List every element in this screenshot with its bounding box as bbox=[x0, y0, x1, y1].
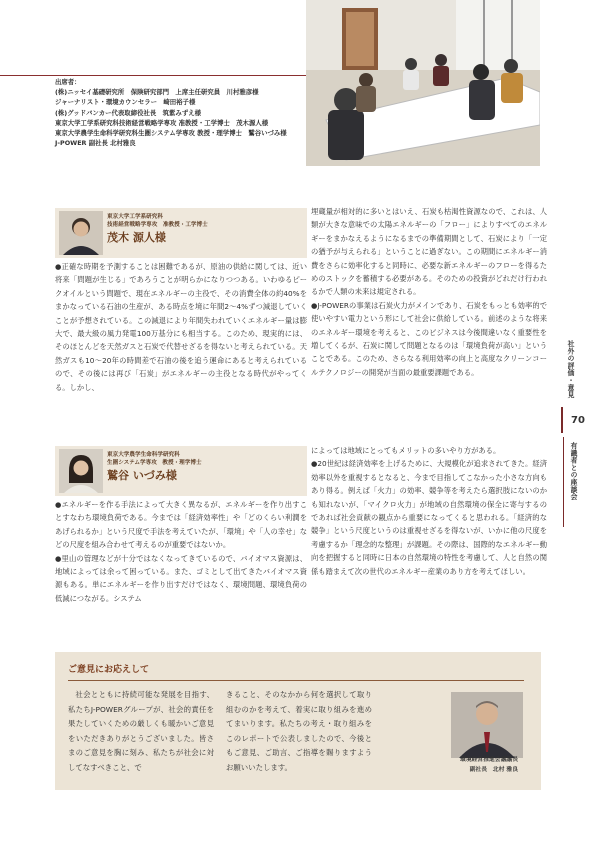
attendee-line: (株)グッドバンカー代表取締役社長 筑紫みずえ様 bbox=[55, 108, 201, 117]
paragraph: ●エネルギーを作る手法によって大きく異なるが、エネルギーを作り出すことすなわち環境負荷である。今までは「経済効率性」や「どのくらい利潤をあげられるか」という尺度で手法を考えていたが、「環境」や「人の幸せ」などの尺度を組み合わせて考えるのが重要ではないか。 bbox=[55, 500, 307, 550]
top-rule bbox=[0, 75, 306, 76]
profile-name: 鷲谷 いづみ様 bbox=[107, 469, 177, 483]
attendee-line: 東京大学農学生命科学研究科生圏システム学専攻 教授・理学博士 鷲谷いづみ様 bbox=[55, 129, 287, 138]
subsection-label: 有識者との座談会 bbox=[569, 442, 577, 501]
opinion-rule bbox=[68, 680, 524, 681]
person-icon bbox=[59, 449, 103, 493]
paragraph: ●正確な時期を予測することは困難であるが、原油の供給に関しては、近い将来「問題が生じる」であろうことが明らかになりつつある。いわゆるピークオイルという問題で、現在エネルギーの主役で、その消費全体の約40%をまかなっている石油の生産が、ある時点を境に年間2～4%ずつ減退していくことが予想されている。この減退により年間失われていくエネルギー量は膨大で、最大級の風力発電100万基分にも相当する。このため、現実的には、そのほとんどを天然ガスと石炭で代替せざるを得ないと考えられている。天然ガスも10～20年の時間差で石油の後を追う運命にあると考えられているので、その後には再び「石炭」がエネルギーの主役となる時代がやってくる。しかし、 bbox=[55, 262, 307, 392]
body-column-left-1 bbox=[55, 260, 307, 394]
profile-name: 茂木 源人様 bbox=[107, 231, 166, 245]
signature-title: 環境経営推進会議議長 bbox=[460, 757, 518, 763]
paragraph: ●20世紀は経済効率を上げるために、大規模化が追求されてきた。経済効率以外を重視するとなると、今まで目指してこなかった小さな方向もあり得る。例えば「火力」の効率、競争等を考えたら選択肢にないのかも知れないが、「マイクロ火力」が地域の自然環境の保全に寄与するのであれば社会貢献の観点から重要になってくると思われる。「経済的な競争」という尺度というのは重視せざるを得ないが、いかに他の尺度を考慮するか「理念的な整理」が課題。その際は、国際的なエネルギー動向を把握すると同時に日本の自然環境の特性を考慮して、人と自然の関係も踏まえて次の世代のエネルギー産業のあり方を考えてほしい。 bbox=[311, 459, 547, 576]
body-column-right-1 bbox=[311, 205, 547, 379]
signature-name: 副社長 北村 雅良 bbox=[469, 767, 518, 773]
signature-block bbox=[384, 755, 518, 775]
paragraph: ●J-POWERの事業は石炭火力がメインであり、石炭をもっとも効率的で使いやすい電力という形にして社会に供給している。前述のような将来のエネルギー環境を考えると、このビジネスは今後間違いなく重要性を増してくるが、石炭に関して問題となるのは「環境負荷が高い」ということである。このため、さらなる利用効率の向上と高度なクリーンコールテクノロジーの開発が当面の最重要課題である。 bbox=[311, 300, 547, 377]
paragraph: によっては地域にとってもメリットの多いやり方がある。 bbox=[311, 446, 501, 455]
side-rule bbox=[563, 437, 564, 527]
person-icon bbox=[59, 211, 103, 255]
profile-org: 東京大学農学生命科学研究科 bbox=[107, 452, 180, 458]
executive-photo bbox=[451, 692, 523, 758]
profile-org: 生圏システム学専攻 教授・理学博士 bbox=[107, 459, 202, 466]
opinion-text-col2: きること、そのなかから何を選択して取り組むのかを考えて、着実に取り組みを進めてまいります。私たちの考え・取り組みをこのレポートで公表しましたので、今後ともご意見、ご助言、ご指導を賜りますようお願いいたします。 bbox=[226, 690, 372, 772]
page-number: 70 bbox=[561, 407, 593, 433]
meeting-photo bbox=[306, 0, 540, 166]
profile-header-washitani bbox=[55, 446, 307, 496]
paragraph: ●里山の管理などが十分ではなくなってきているので、バイオマス資源は、地域によっては余って困っている。また、ゴミとして出てきたバイオマス資源もある。単にエネルギーを作り出すだけではなく、環境問題、環境負荷の低減につながる。システム bbox=[55, 553, 307, 603]
body-column-right-2 bbox=[311, 444, 547, 578]
profile-org: 東京大学工学系研究科 bbox=[107, 214, 163, 220]
section-label: 社外の評価・意見 bbox=[566, 340, 574, 399]
portrait-washitani bbox=[59, 449, 103, 493]
attendee-line: 東京大学工学系研究科技術経営戦略学専攻 准教授・工学博士 茂木源人様 bbox=[55, 118, 269, 127]
body-column-left-2 bbox=[55, 498, 307, 605]
meeting-photo-illustration bbox=[306, 0, 540, 166]
opinion-text-col1: 社会とともに持続可能な発展を目指す、私たちJ-POWERグループが、社会的責任を果たしていくための厳しくも暖かいご意見をいただきありがとうございました。皆さまのご意見を胸に刻み、私たちが社会に対してなすべきこと、で bbox=[68, 690, 214, 772]
attendee-line: ジャーナリスト・環境カウンセラー 崎田裕子様 bbox=[55, 98, 196, 107]
attendee-line: (株)ニッセイ基礎研究所 保険研究部門 上席主任研究員 川村雅彦様 bbox=[55, 88, 259, 97]
attendees-heading: 出席者： bbox=[55, 78, 81, 86]
paragraph: 埋蔵量が相対的に多いとはいえ、石炭も枯渇性資源なので、これは、人類が大きな意味での太陽エネルギーの「フロー」によりすべてのエネルギーをまかなえるようになるまでの準備期間として、石炭により「一定の猶予が与えられる」ということに過ぎない。この期間にエネルギー消費をさらに効率化すると同時に、必要な新エネルギーのフローを得るためのストックを蓄積する必要がある。そのための投資がどれだけ行われるかで人類の未来は規定される。 bbox=[311, 207, 547, 297]
portrait-mogi bbox=[59, 211, 103, 255]
opinion-title: ご意見にお応えして bbox=[68, 665, 150, 675]
attendee-line: J-POWER 副社長 北村雅良 bbox=[55, 139, 136, 148]
person-icon bbox=[451, 692, 523, 758]
profile-header-mogi bbox=[55, 208, 307, 258]
section-side-tab bbox=[565, 340, 585, 398]
profile-org: 技術経営戦略学専攻 准教授・工学博士 bbox=[107, 221, 208, 228]
attendees-list bbox=[55, 77, 305, 148]
